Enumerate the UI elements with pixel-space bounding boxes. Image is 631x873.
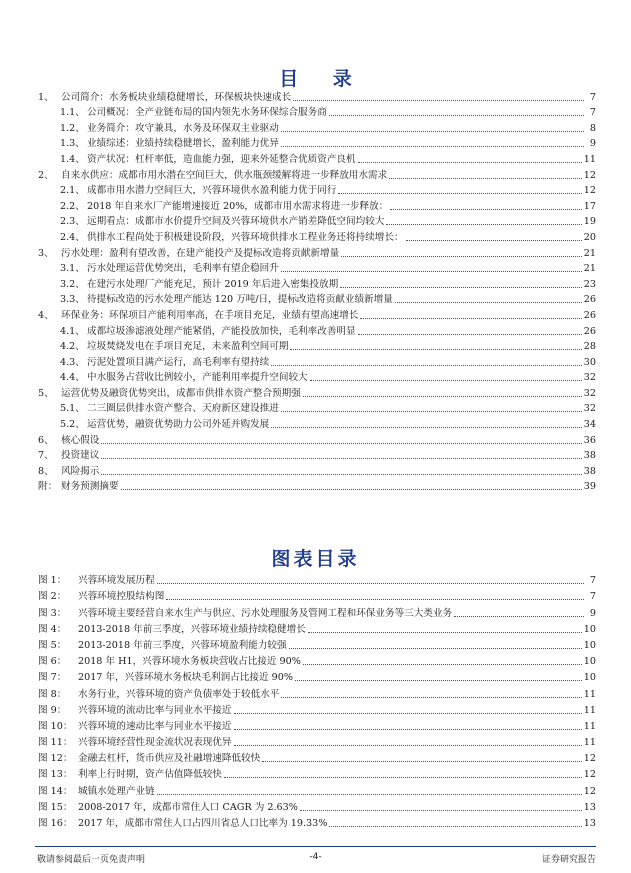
figure-entry[interactable] [35,799,596,815]
dot-leader [271,427,582,428]
dot-leader [281,146,584,147]
entry-number: 2.1、 [60,185,85,197]
entry-page-number: 11 [583,737,596,749]
dot-leader [234,713,582,714]
entry-title: 2018 年 H1，兴蓉环境水务板块营收占比接近 90% [78,656,301,668]
entry-title: 中水服务占营收比例较小，产能利用率提升空间较大 [87,372,308,384]
entry-number: 附： [38,481,58,493]
figure-entry[interactable] [35,685,596,701]
dot-leader [308,632,582,633]
dot-leader [101,443,581,444]
dot-leader [340,287,582,288]
dot-leader [234,729,582,730]
entry-title: 兴蓉环境的速动比率与同业水平接近 [78,720,232,732]
dot-leader [289,648,582,649]
entry-title: 环保业务：环保项目产能利用率高，在手项目充足，业绩有望高速增长 [61,309,359,321]
dot-leader [281,411,582,412]
figures-list-title: 图表目录 [271,548,360,570]
figures-list [35,572,596,831]
figure-entry[interactable] [35,702,596,718]
entry-page-number: 9 [589,607,596,619]
dot-leader [389,178,582,179]
entry-title: 资产状况：杠杆率低，造血能力强，迎来外延整合优质资产良机 [87,153,356,165]
entry-page-number: 11 [583,720,596,732]
toc-entry[interactable] [35,385,596,401]
entry-title: 公司简介：水务板块业绩稳健增长，环保板块快速成长 [61,91,292,103]
figure-entry[interactable] [35,653,596,669]
entry-title: 二三圈层供排水资产整合、天府新区建设推进 [87,403,279,415]
entry-title: 2017 年，兴蓉环境水务板块毛利润占比接近 90% [78,672,293,684]
entry-number: 图 5： [38,639,67,651]
entry-page-number: 38 [583,465,596,477]
entry-page-number: 39 [583,481,596,493]
entry-number: 图 3： [38,607,67,619]
entry-number: 图 2： [38,591,67,603]
entry-title: 污泥处置项目满产运行，高毛利率有望持续 [87,356,270,368]
entry-page-number: 21 [583,247,596,259]
entry-number: 5.2、 [60,419,85,431]
entry-number: 4、 [38,309,54,321]
entry-number: 8、 [38,465,54,477]
entry-title: 成都垃圾渗滤液处理产能紧俏，产能投放加快，毛利率改善明显 [87,325,356,337]
entry-title: 在建污水处理厂产能充足，预计 2019 年后进入密集投放期 [87,278,339,290]
entry-number: 图 9： [38,704,67,716]
entry-number: 7、 [38,450,54,462]
toc-entry[interactable] [35,354,596,370]
figure-entry[interactable] [35,766,596,782]
toc-entry[interactable] [35,416,596,432]
entry-page-number: 19 [583,216,596,228]
figure-entry[interactable] [35,637,596,653]
entry-title: 兴蓉环境主要经营自来水生产与供应、污水处理服务及管网工程和环保业务等三大类业务 [78,607,453,619]
entry-number: 4.4、 [60,372,85,384]
entry-number: 图 12： [38,753,73,765]
entry-title: 污水处理运营优势突出，毛利率有望企稳回升 [87,263,279,275]
entry-number: 1.1、 [60,107,85,119]
entry-page-number: 20 [583,231,596,243]
entry-number: 图 10： [38,720,73,732]
toc-entry[interactable] [35,370,596,386]
entry-number: 4.2、 [60,341,85,353]
figure-entry[interactable] [35,782,596,798]
entry-title: 2018 年自来水厂产能增速接近 20%，成都市用水需求将进一步释放： [87,200,389,212]
entry-title: 2008-2017 年，成都市常住人口 CAGR 为 2.63% [78,801,298,813]
entry-page-number: 7 [589,91,596,103]
entry-title: 风险揭示 [61,465,100,477]
dot-leader [338,193,581,194]
dot-leader [300,810,582,811]
figure-entry[interactable] [35,669,596,685]
entry-page-number: 10 [583,672,596,684]
toc-entry[interactable] [35,339,596,355]
entry-number: 4.1、 [60,325,85,337]
toc-entry[interactable] [35,245,596,261]
entry-number: 3.1、 [60,263,85,275]
entry-number: 4.3、 [60,356,85,368]
entry-number: 图 15： [38,801,73,813]
entry-page-number: 10 [583,656,596,668]
toc-entry[interactable] [35,463,596,479]
figure-entry[interactable] [35,750,596,766]
dot-leader [262,761,582,762]
entry-number: 3.2、 [60,278,85,290]
dot-leader [310,380,582,381]
entry-page-number: 9 [589,138,596,150]
entry-title: 兴蓉环境控股结构图 [78,591,165,603]
dot-leader [295,680,582,681]
entry-title: 待提标改造的污水处理产能达 120 万吨/日，提标改造将贡献业绩新增量 [87,294,393,306]
entry-page-number: 10 [583,623,596,635]
entry-number: 2.2、 [60,200,85,212]
toc-entry[interactable] [35,214,596,230]
entry-title: 自来水供应：成都市用水潜在空间巨大，供水瓶颈缓解将进一步释放用水需求 [61,169,388,181]
entry-title: 垃圾焚烧发电在手项目充足，未来盈利空间可期 [87,341,289,353]
entry-page-number: 11 [583,704,596,716]
toc-entry[interactable] [35,307,596,323]
dot-leader [157,583,584,584]
entry-title: 利率上行时期，资产估值降低较快 [78,769,222,781]
entry-page-number: 26 [583,309,596,321]
entry-number: 6、 [38,434,54,446]
figure-entry[interactable] [35,815,596,831]
toc-entry[interactable] [35,292,596,308]
table-of-contents [35,89,596,494]
toc-entry[interactable] [35,120,596,136]
entry-page-number: 7 [589,107,596,119]
entry-number: 图 6： [38,656,67,668]
dot-leader [293,100,584,101]
entry-title: 污水处理：盈利有望改善，在建产能投产及提标改造将贡献新增量 [61,247,340,259]
dot-leader [454,616,584,617]
figure-entry[interactable] [35,572,596,588]
footer-report-type: 证券研究报告 [541,855,596,865]
entry-page-number: 26 [583,325,596,337]
entry-title: 兴蓉环境发展历程 [78,575,155,587]
entry-page-number: 32 [583,403,596,415]
dot-leader [101,458,581,459]
entry-title: 兴蓉环境的流动比率与同业水平接近 [78,704,232,716]
entry-page-number: 10 [583,639,596,651]
toc-entry[interactable] [35,183,596,199]
entry-title: 核心假设 [61,434,100,446]
toc-entry[interactable] [35,105,596,121]
entry-page-number: 32 [583,372,596,384]
toc-entry[interactable] [35,276,596,292]
entry-title: 兴蓉环境经营性现金流状况表现优异 [78,737,232,749]
entry-number: 图 13： [38,769,73,781]
figure-entry[interactable] [35,588,596,604]
dot-leader [390,209,582,210]
toc-entry[interactable] [35,261,596,277]
entry-title: 公司概况：全产业链布局的国内领先水务环保综合服务商 [87,107,327,119]
toc-entry[interactable] [35,323,596,339]
entry-number: 3、 [38,247,54,259]
toc-entry[interactable] [35,151,596,167]
entry-page-number: 34 [583,419,596,431]
dot-leader [358,334,582,335]
entry-number: 3.3、 [60,294,85,306]
entry-title: 投资建议 [61,450,100,462]
figure-entry[interactable] [35,604,596,620]
entry-page-number: 17 [583,200,596,212]
footer-disclaimer: 敬请参阅最后一页免责声明 [37,855,146,865]
entry-title: 2013-2018 年前三季度，兴蓉环境业绩持续稳健增长 [78,623,306,635]
dot-leader [271,365,582,366]
dot-leader [234,745,582,746]
entry-number: 图 4： [38,623,67,635]
entry-title: 运营优势及融资优势突出，成都市供排水资产整合预期强 [61,387,301,399]
dot-leader [166,599,584,600]
dot-leader [360,318,581,319]
entry-title: 财务预测摘要 [61,481,119,493]
entry-page-number: 23 [583,278,596,290]
entry-page-number: 12 [583,185,596,197]
entry-page-number: 13 [583,818,596,829]
entry-page-number: 32 [583,387,596,399]
dot-leader [101,474,581,475]
toc-entry[interactable] [35,136,596,152]
entry-number: 图 14： [38,785,73,797]
entry-page-number: 38 [583,450,596,462]
entry-number: 1.4、 [60,153,85,165]
dot-leader [281,131,584,132]
toc-entry[interactable] [35,198,596,214]
dot-leader [224,777,582,778]
entry-page-number: 30 [583,356,596,368]
entry-number: 2.4、 [60,231,85,243]
entry-page-number: 28 [583,341,596,353]
dot-leader [121,489,582,490]
dot-leader [341,256,582,257]
dot-leader [157,794,582,795]
toc-entry[interactable] [35,229,596,245]
entry-page-number: 26 [583,294,596,306]
entry-page-number: 7 [589,591,596,603]
toc-entry[interactable] [35,401,596,417]
dot-leader [281,271,582,272]
entry-page-number: 11 [583,688,596,700]
entry-page-number: 12 [583,169,596,181]
entry-number: 图 11： [38,737,73,749]
entry-title: 水务行业，兴蓉环境的资产负债率处于较低水平 [78,688,280,700]
entry-title: 金融去杠杆，货币供应及社融增速降低较快 [78,753,261,765]
dot-leader [329,115,584,116]
entry-page-number: 11 [583,153,596,165]
entry-number: 2、 [38,169,54,181]
dot-leader [290,349,581,350]
entry-number: 2.3、 [60,216,85,228]
entry-page-number: 12 [583,785,596,797]
entry-number: 5.1、 [60,403,85,415]
toc-entry[interactable] [35,432,596,448]
entry-page-number: 21 [583,263,596,275]
entry-number: 图 1： [38,575,67,587]
dot-leader [386,224,581,225]
page-number: -4- [309,852,322,862]
entry-page-number: 8 [589,122,596,134]
dot-leader [358,162,582,163]
dot-leader [303,396,582,397]
entry-page-number: 13 [583,801,596,813]
entry-title: 远期看点：成都市水价提升空间及兴蓉环境供水产销差降低空间均较大 [87,216,385,228]
toc-entry[interactable] [35,448,596,464]
entry-title: 城镇水处理产业链 [78,785,155,797]
entry-page-number: 12 [583,769,596,781]
toc-title: 目 录 [279,68,366,90]
dot-leader [406,240,582,241]
entry-number: 图 8： [38,688,67,700]
entry-number: 图 16： [38,818,73,829]
toc-entry[interactable] [35,167,596,183]
entry-page-number: 36 [583,434,596,446]
figure-entry[interactable] [35,734,596,750]
figure-entry[interactable] [35,621,596,637]
entry-title: 2017 年，成都市常住人口占四川省总人口比率为 19.33% [78,818,328,829]
dot-leader [329,826,581,827]
dot-leader [395,302,582,303]
entry-number: 1.2、 [60,122,85,134]
entry-number: 1.3、 [60,138,85,150]
toc-entry[interactable] [35,89,596,105]
figure-entry[interactable] [35,718,596,734]
entry-title: 供排水工程尚处于积极建设阶段，兴蓉环境供排水工程业务还将持续增长： [87,231,404,243]
dot-leader [281,697,581,698]
entry-number: 图 7： [38,672,67,684]
entry-number: 5、 [38,387,54,399]
entry-number: 1、 [38,91,54,103]
entry-title: 成都市用水潜力空间巨大，兴蓉环境供水盈利能力优于同行 [87,185,337,197]
entry-page-number: 12 [583,753,596,765]
footer-divider [35,846,596,847]
entry-title: 业务简介：攻守兼具，水务及环保双主业驱动 [87,122,279,134]
entry-page-number: 7 [589,575,596,587]
dot-leader [303,664,582,665]
entry-title: 2013-2018 年前三季度，兴蓉环境盈利能力较强 [78,639,287,651]
entry-title: 业绩综述：业绩持续稳健增长，盈利能力优异 [87,138,279,150]
entry-title: 运营优势，融资优势助力公司外延并购发展 [87,419,270,431]
toc-entry[interactable] [35,479,596,495]
